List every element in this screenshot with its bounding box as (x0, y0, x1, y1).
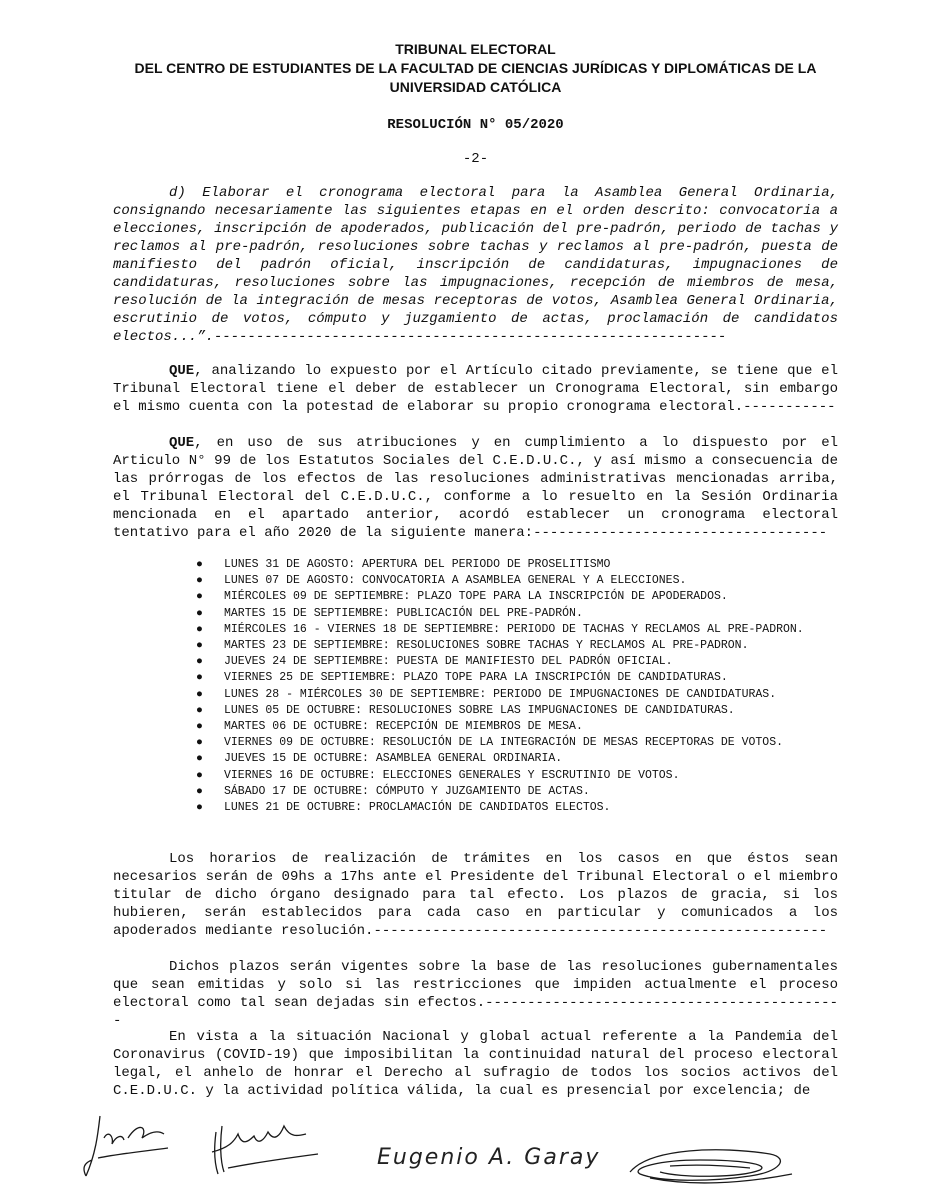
schedule-item (196, 654, 846, 670)
header-line-3: UNIVERSIDAD CATÓLICA (389, 79, 562, 95)
schedule-item (196, 687, 846, 703)
paragraph-d-text: d) Elaborar el cronograma electoral para la Asamblea General Ordinaria, consignando necesariamente las siguientes etapas en el orden descrito: convocatoria a elecciones, inscripción de apoderados, publicación del pre-padrón, periodo de tachas y reclamos al pre-padrón, resoluciones sobre tachas y reclamos al pre-padrón, puesta de manifiesto del padrón oficial, inscripción de candidaturas, impugnaciones de candidaturas, resoluciones sobre las impugnaciones, recepción de miembros de mesa, resolución de la integración de mesas receptoras de votos, Asamblea General Ordinaria, escrutinio de votos, cómputo y juzgamiento de actas, proclamación de candidatos electos...”.------------------------------------------------------------- (113, 185, 838, 345)
bullet-icon: ● (196, 671, 203, 685)
schedule-item (196, 573, 846, 589)
schedule-item (196, 670, 846, 686)
schedule-item-text: SÁBADO 17 DE OCTUBRE: CÓMPUTO Y JUZGAMIENTO DE ACTAS. (224, 784, 590, 798)
schedule-item-text: LUNES 31 DE AGOSTO: APERTURA DEL PERIODO DE PROSELITISMO (224, 558, 611, 571)
signature-4 (620, 1138, 800, 1194)
schedule-item (196, 719, 846, 735)
bullet-icon: ● (196, 736, 203, 750)
schedule-item-text: MARTES 06 DE OCTUBRE: RECEPCIÓN DE MIEMBROS DE MESA. (224, 720, 583, 734)
bullet-icon: ● (196, 784, 203, 798)
paragraph-vista-text: En vista a la situación Nacional y global actual referente a la Pandemia del Coronavirus (COVID-19) que imposibilitan la continuidad natural del proceso electoral legal, el anhelo de honrar el Derecho al sufragio de todos los socios activos del C.E.D.U.C. y la actividad política válida, la cual es presencial por excelencia; de (113, 1029, 838, 1099)
signature-1 (78, 1108, 188, 1183)
schedule-item (196, 622, 846, 638)
header-line-1: TRIBUNAL ELECTORAL (395, 41, 556, 57)
bullet-icon: ● (196, 720, 203, 734)
schedule-item-text: JUEVES 15 DE OCTUBRE: ASAMBLEA GENERAL ORDINARIA. (224, 752, 563, 766)
header-line-2: DEL CENTRO DE ESTUDIANTES DE LA FACULTAD DE CIENCIAS JURÍDICAS Y DIPLOMÁTICAS DE LA (134, 60, 817, 76)
bullet-icon: ● (196, 558, 203, 571)
paragraph-que-1 (113, 362, 838, 416)
schedule-item (196, 784, 846, 800)
paragraph-horarios (113, 850, 838, 940)
schedule-item-text: LUNES 05 DE OCTUBRE: RESOLUCIONES SOBRE LAS IMPUGNACIONES DE CANDIDATURAS. (224, 703, 735, 717)
bullet-icon: ● (196, 703, 203, 717)
schedule-list (196, 557, 846, 816)
schedule-item-text: MIÉRCOLES 09 DE SEPTIEMBRE: PLAZO TOPE PARA LA INSCRIPCIÓN DE APODERADOS. (224, 590, 728, 604)
schedule-item-text: JUEVES 24 DE SEPTIEMBRE: PUESTA DE MANIFIESTO DEL PADRÓN OFICIAL. (224, 655, 673, 669)
bullet-icon: ● (196, 574, 203, 588)
bullet-icon: ● (196, 752, 203, 766)
schedule-item-text: VIERNES 16 DE OCTUBRE: ELECCIONES GENERALES Y ESCRUTINIO DE VOTOS. (224, 768, 680, 782)
bullet-icon: ● (196, 639, 203, 653)
paragraph-horarios-text: Los horarios de realización de trámites en los casos en que éstos sean necesarios serán de 09hs a 17hs ante el Presidente del Tribunal Electoral o el miembro titular de dicho órgano designado para tal efecto. Los plazos de gracia, si los hubieren, serán establecidos para cada caso en particular y comunicados a los apoderados mediante resolución.------------------------------------------------------ (113, 851, 838, 939)
resolution-number: RESOLUCIÓN N° 05/2020 (387, 117, 564, 133)
signature-name: Eugenio A. Garay (377, 1145, 601, 1170)
bullet-icon: ● (196, 768, 203, 782)
schedule-item (196, 768, 846, 784)
schedule-item (196, 606, 846, 622)
schedule-item (196, 703, 846, 719)
bullet-icon: ● (196, 687, 203, 701)
schedule-item-text: LUNES 21 DE OCTUBRE: PROCLAMACIÓN DE CANDIDATOS ELECTOS. (224, 801, 611, 815)
signature-2 (208, 1112, 326, 1180)
bullet-icon: ● (196, 606, 203, 620)
schedule-item-text: MARTES 23 DE SEPTIEMBRE: RESOLUCIONES SOBRE TACHAS Y RECLAMOS AL PRE-PADRON. (224, 639, 749, 653)
schedule-item-text: MIÉRCOLES 16 - VIERNES 18 DE SEPTIEMBRE: PERIODO DE TACHAS Y RECLAMOS AL PRE-PADRON. (224, 622, 804, 636)
page-number: -2- (462, 151, 489, 167)
bullet-icon: ● (196, 655, 203, 669)
que-text-2: , en uso de sus atribuciones y en cumplimiento a lo dispuesto por el Articulo N° 99 de los Estatutos Sociales del C.E.D.U.C., y así mismo a consecuencia de las prórrogas de los efectos de las resoluciones administrativas mencionadas arriba, el Tribunal Electoral del C.E.D.U.C., conforme a lo resuelto en la Sesión Ordinaria mencionada en el apartado anterior, acordó establecer un cronograma electoral tentativo para el año 2020 de la siguiente manera:----------------------------------- (113, 435, 838, 541)
que-lead-2: QUE (169, 435, 195, 451)
schedule-item (196, 800, 846, 816)
paragraph-que-2 (113, 434, 838, 542)
schedule-item (196, 751, 846, 767)
schedule-item-text: MARTES 15 DE SEPTIEMBRE: PUBLICACIÓN DEL PRE-PADRÓN. (224, 606, 583, 620)
schedule-item-text: LUNES 28 - MIÉRCOLES 30 DE SEPTIEMBRE: PERIODO DE IMPUGNACIONES DE CANDIDATURAS. (224, 687, 777, 701)
que-lead-1: QUE (169, 363, 195, 379)
schedule-item (196, 589, 846, 605)
bullet-icon: ● (196, 590, 203, 604)
paragraph-plazos (113, 958, 838, 1030)
bullet-icon: ● (196, 622, 203, 636)
schedule-item-text: LUNES 07 DE AGOSTO: CONVOCATORIA A ASAMBLEA GENERAL Y A ELECCIONES. (224, 574, 687, 588)
schedule-item (196, 735, 846, 751)
schedule-item (196, 557, 846, 573)
schedule-item (196, 638, 846, 654)
paragraph-plazos-text: Dichos plazos serán vigentes sobre la base de las resoluciones gubernamentales que sean emitidas y solo si las restricciones que impiden actualmente el proceso electoral como tal sean dejadas sin efectos.------------------------------------------- (113, 959, 838, 1029)
bullet-icon: ● (196, 801, 203, 815)
schedule-item-text: VIERNES 25 DE SEPTIEMBRE: PLAZO TOPE PARA LA INSCRIPCIÓN DE CANDIDATURAS. (224, 671, 728, 685)
schedule-item-text: VIERNES 09 DE OCTUBRE: RESOLUCIÓN DE LA INTEGRACIÓN DE MESAS RECEPTORAS DE VOTOS. (224, 736, 783, 750)
paragraph-d (113, 184, 838, 346)
paragraph-vista (113, 1028, 838, 1100)
que-text-1: , analizando lo expuesto por el Artículo citado previamente, se tiene que el Tribunal Electoral tiene el deber de establecer un Cronograma Electoral, sin embargo el mismo cuenta con la potestad de elaborar su propio cronograma electoral.----------- (113, 363, 838, 415)
